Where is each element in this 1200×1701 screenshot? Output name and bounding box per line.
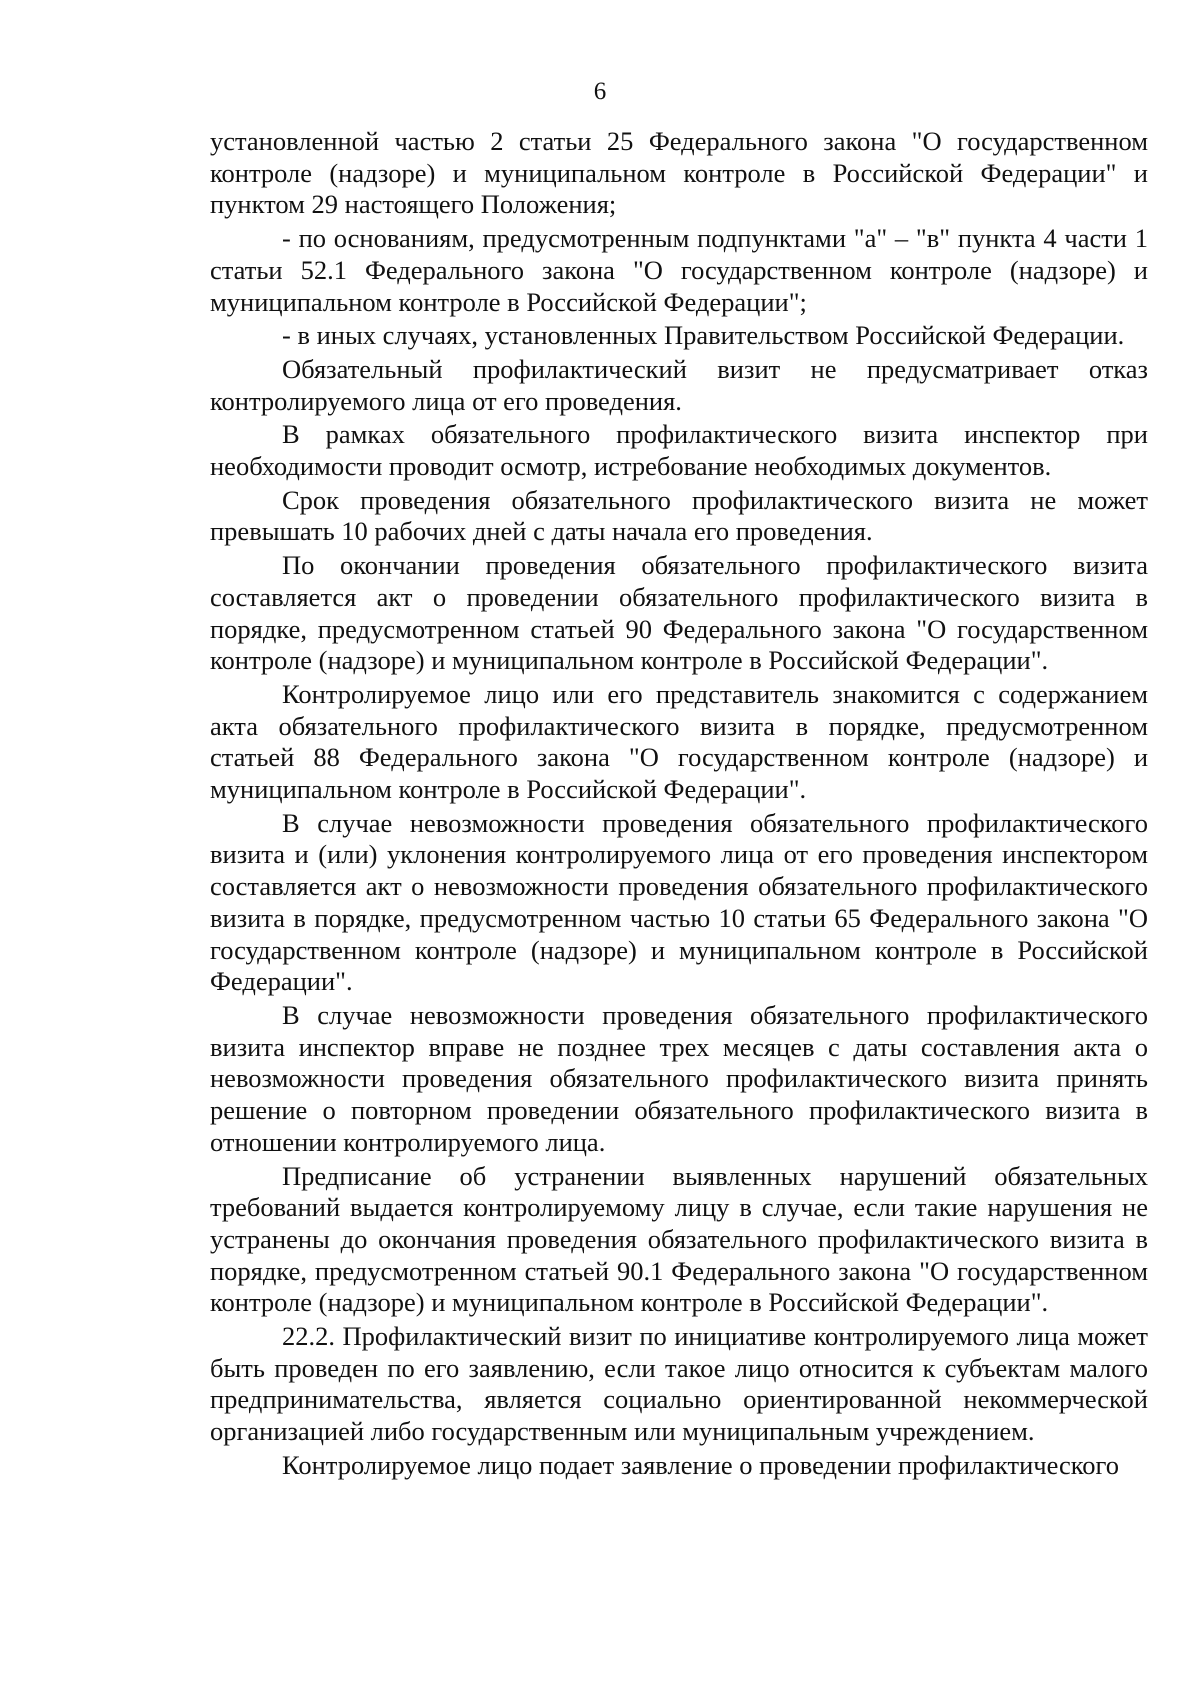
page-number: 6 [593, 78, 607, 105]
paragraph-13: Контролируемое лицо подает заявление о проведении профилактического [282, 1449, 1120, 1480]
paragraph-7: По окончании проведения обязательного профилактического визита составляется акт о проведении обязательного профилактического визита в порядке, предусмотренном статьей 90 Федерального закона "О государственном контроле (надзоре) и муниципальном контроле в Российской Федерации". [210, 550, 1148, 676]
document-body [210, 126, 1148, 1482]
paragraph-9: В случае невозможности проведения обязательного профилактического визита и (или) уклонения контролируемого лица от его проведения инспектором составляется акт о невозможности проведения обязательного профилактического визита в порядке, предусмотренном частью 10 статьи 65 Федерального закона "О государственном контроле (надзоре) и муниципальном контроле в Российской Федерации". [210, 807, 1148, 997]
paragraph-11: Предписание об устранении выявленных нарушений обязательных требований выдается контролируемому лицу в случае, если такие нарушения не устранены до окончания проведения обязательного профилактического визита в порядке, предусмотренном статьей 90.1 Федерального закона "О государственном контроле (надзоре) и муниципальном контроле в Российской Федерации". [210, 1160, 1148, 1318]
paragraph-12: 22.2. Профилактический визит по инициативе контролируемого лица может быть проведен по его заявлению, если такое лицо относится к субъектам малого предпринимательства, является социально ориентированной некоммерческой организацией либо государственным или муниципальным учреждением. [210, 1321, 1148, 1447]
paragraph-1: установленной частью 2 статьи 25 Федерального закона "О государственном контроле (надзоре) и муниципальном контроле в Российской Федерации" и пунктом 29 настоящего Положения; [210, 126, 1148, 220]
paragraph-6: Срок проведения обязательного профилактического визита не может превышать 10 рабочих дней с даты начала его проведения. [210, 484, 1148, 547]
paragraph-10: В случае невозможности проведения обязательного профилактического визита инспектор вправе не позднее трех месяцев с даты составления акта о невозможности проведения обязательного профилактического визита принять решение о повторном проведении обязательного профилактического визита в отношении контролируемого лица. [210, 999, 1148, 1157]
paragraph-5: В рамках обязательного профилактического визита инспектор при необходимости проводит осмотр, истребование необходимых документов. [210, 419, 1148, 482]
paragraph-3: - в иных случаях, установленных Правительством Российской Федерации. [282, 320, 1125, 351]
paragraph-2: - по основаниям, предусмотренным подпунктами "а" – "в" пункта 4 части 1 статьи 52.1 Федерального закона "О государственном контроле (надзоре) и муниципальном контроле в Российской Федерации"; [210, 223, 1148, 317]
paragraph-4: Обязательный профилактический визит не предусматривает отказ контролируемого лица от его проведения. [210, 353, 1148, 416]
paragraph-8: Контролируемое лицо или его представитель знакомится с содержанием акта обязательного профилактического визита в порядке, предусмотренном статьей 88 Федерального закона "О государственном контроле (надзоре) и муниципальном контроле в Российской Федерации". [210, 678, 1148, 805]
